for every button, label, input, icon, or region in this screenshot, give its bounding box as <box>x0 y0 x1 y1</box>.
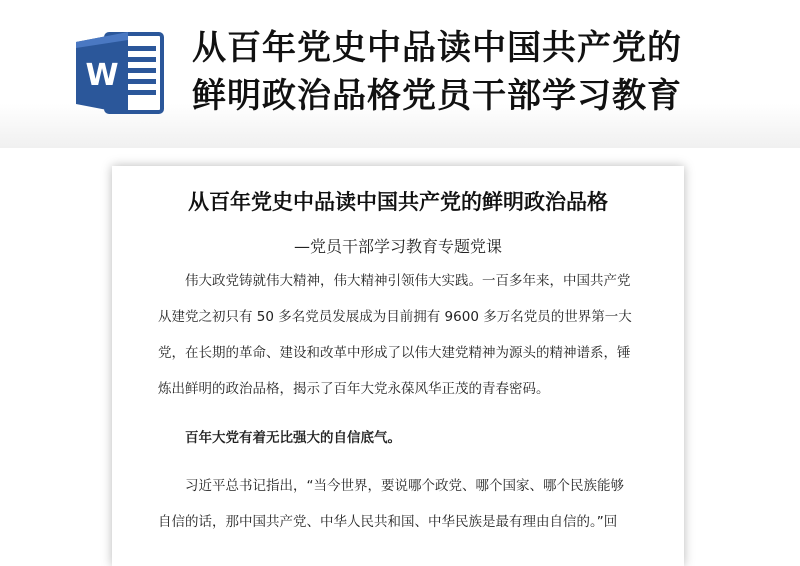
paragraph-line: 伟大政党铸就伟大精神，伟大精神引领伟大实践。一百多年来，中国共产党 <box>185 273 631 289</box>
word-logo-letter: W <box>85 58 119 93</box>
section-heading <box>158 420 644 456</box>
paragraph-line: 党，在长期的革命、建设和改革中形成了以伟大建党精神为源头的精神谱系，锤 <box>158 345 631 361</box>
paragraph-line: 炼出鲜明的政治品格，揭示了百年大党永葆风华正茂的青春密码。 <box>158 381 550 397</box>
paragraph-1 <box>158 263 644 407</box>
banner-header <box>0 0 800 148</box>
paragraph-2 <box>158 468 644 540</box>
banner-title-line-1: 从百年党史中品读中国共产党的 <box>192 28 682 68</box>
paragraph-line: 自信的话，那中国共产党、中华人民共和国、中华民族是最有理由自信的。”回 <box>158 514 618 530</box>
paragraph-line: 从建党之初只有 50 多名党员发展成为目前拥有 9600 多万名党员的世界第一大 <box>158 309 632 325</box>
banner-title-line-2: 鲜明政治品格党员干部学习教育 <box>192 76 682 116</box>
document-subtitle: —党员干部学习教育专题党课 <box>293 237 502 256</box>
banner-title <box>192 24 792 120</box>
section-heading-text: 百年大党有着无比强大的自信底气。 <box>185 430 401 446</box>
paragraph-line: 习近平总书记指出，“当今世界，要说哪个政党、哪个国家、哪个民族能够 <box>185 478 624 494</box>
word-document-icon <box>76 30 166 116</box>
document-page <box>112 166 684 566</box>
document-title: 从百年党史中品读中国共产党的鲜明政治品格 <box>188 190 608 214</box>
